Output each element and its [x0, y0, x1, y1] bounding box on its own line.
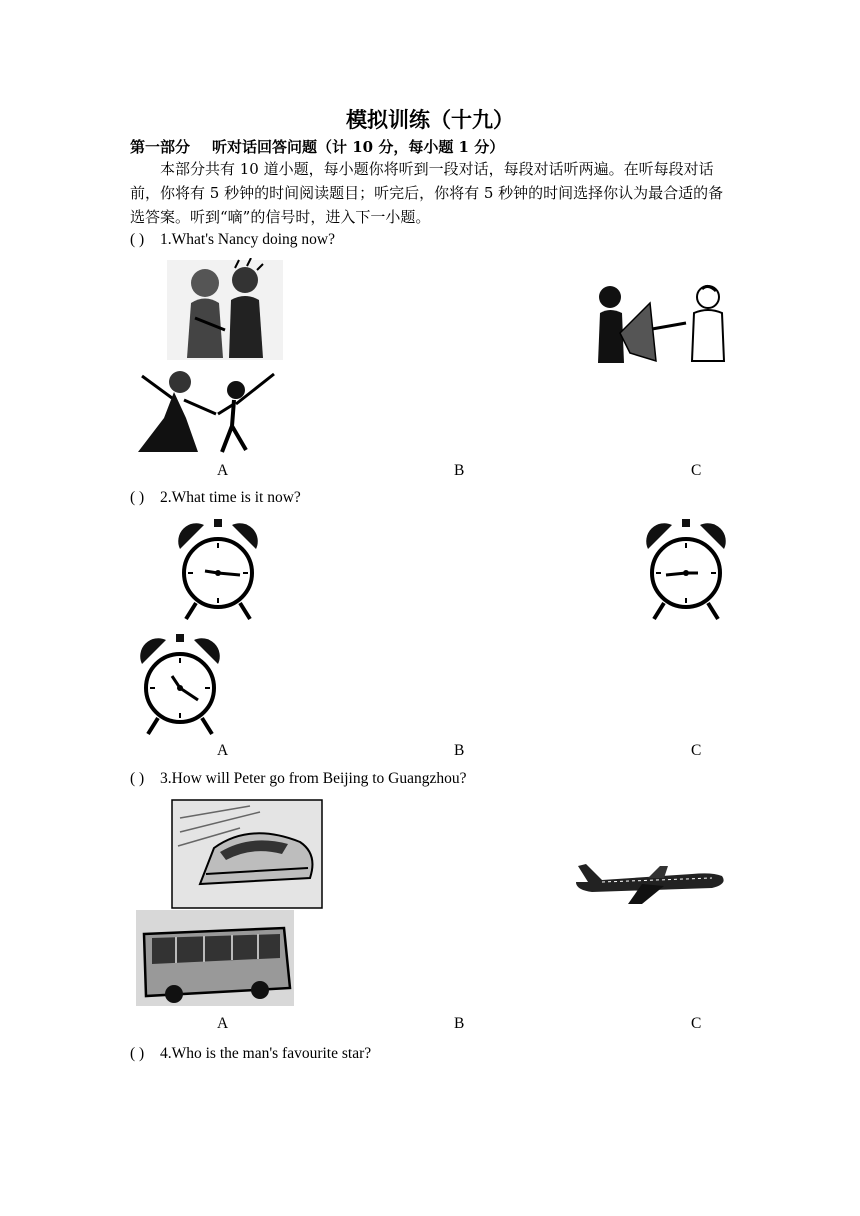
question-4 — [130, 1045, 371, 1063]
section-instructions — [130, 157, 734, 229]
bus-icon — [134, 908, 296, 1008]
answer-blank[interactable]: ( ) — [130, 1045, 145, 1062]
question-3 — [130, 770, 467, 788]
dancing-couple-icon — [134, 368, 284, 456]
airplane-icon — [572, 860, 730, 906]
question-2 — [130, 489, 301, 507]
answer-blank[interactable]: ( ) — [130, 770, 145, 787]
section-name: 第一部分 — [130, 138, 191, 156]
option-b-label: B — [454, 742, 465, 759]
option-c-label: C — [691, 742, 702, 759]
option-b-label: B — [454, 1015, 465, 1032]
alarm-clock-icon — [170, 515, 266, 623]
paying-at-counter-icon — [590, 283, 730, 365]
option-c-label: C — [691, 1015, 702, 1032]
question-text: 2.What time is it now? — [160, 489, 301, 506]
people-talking-icon — [165, 258, 285, 362]
section-heading — [130, 136, 504, 157]
option-a-label: A — [217, 742, 229, 759]
option-a-label: A — [217, 1015, 229, 1032]
alarm-clock-icon — [132, 630, 228, 738]
question-text: 3.How will Peter go from Beijing to Guangzhou? — [160, 770, 467, 787]
option-c-label: C — [691, 462, 702, 479]
question-text: 4.Who is the man's favourite star? — [160, 1045, 372, 1062]
alarm-clock-icon — [638, 515, 734, 623]
high-speed-train-icon — [170, 798, 324, 910]
page-title: 模拟训练（十九） — [346, 107, 514, 132]
answer-blank[interactable]: ( ) — [130, 231, 145, 248]
question-1 — [130, 231, 335, 249]
instructions-text: 本部分共有 10 道小题，每小题你将听到一段对话，每段对话听两遍。在听每段对话前，你将有 5 秒钟的时间阅读题目；听完后，你将有 5 秒钟的时间选择你认为最合适的备选答案。听到“嘀”的信号时，进入下一小题。 — [130, 160, 724, 226]
option-b-label: B — [454, 462, 465, 479]
answer-blank[interactable]: ( ) — [130, 489, 145, 506]
section-title: 听对话回答问题（计 10 分，每小题 1 分） — [212, 138, 505, 156]
question-text: 1.What's Nancy doing now? — [160, 231, 335, 248]
option-a-label: A — [217, 462, 229, 479]
